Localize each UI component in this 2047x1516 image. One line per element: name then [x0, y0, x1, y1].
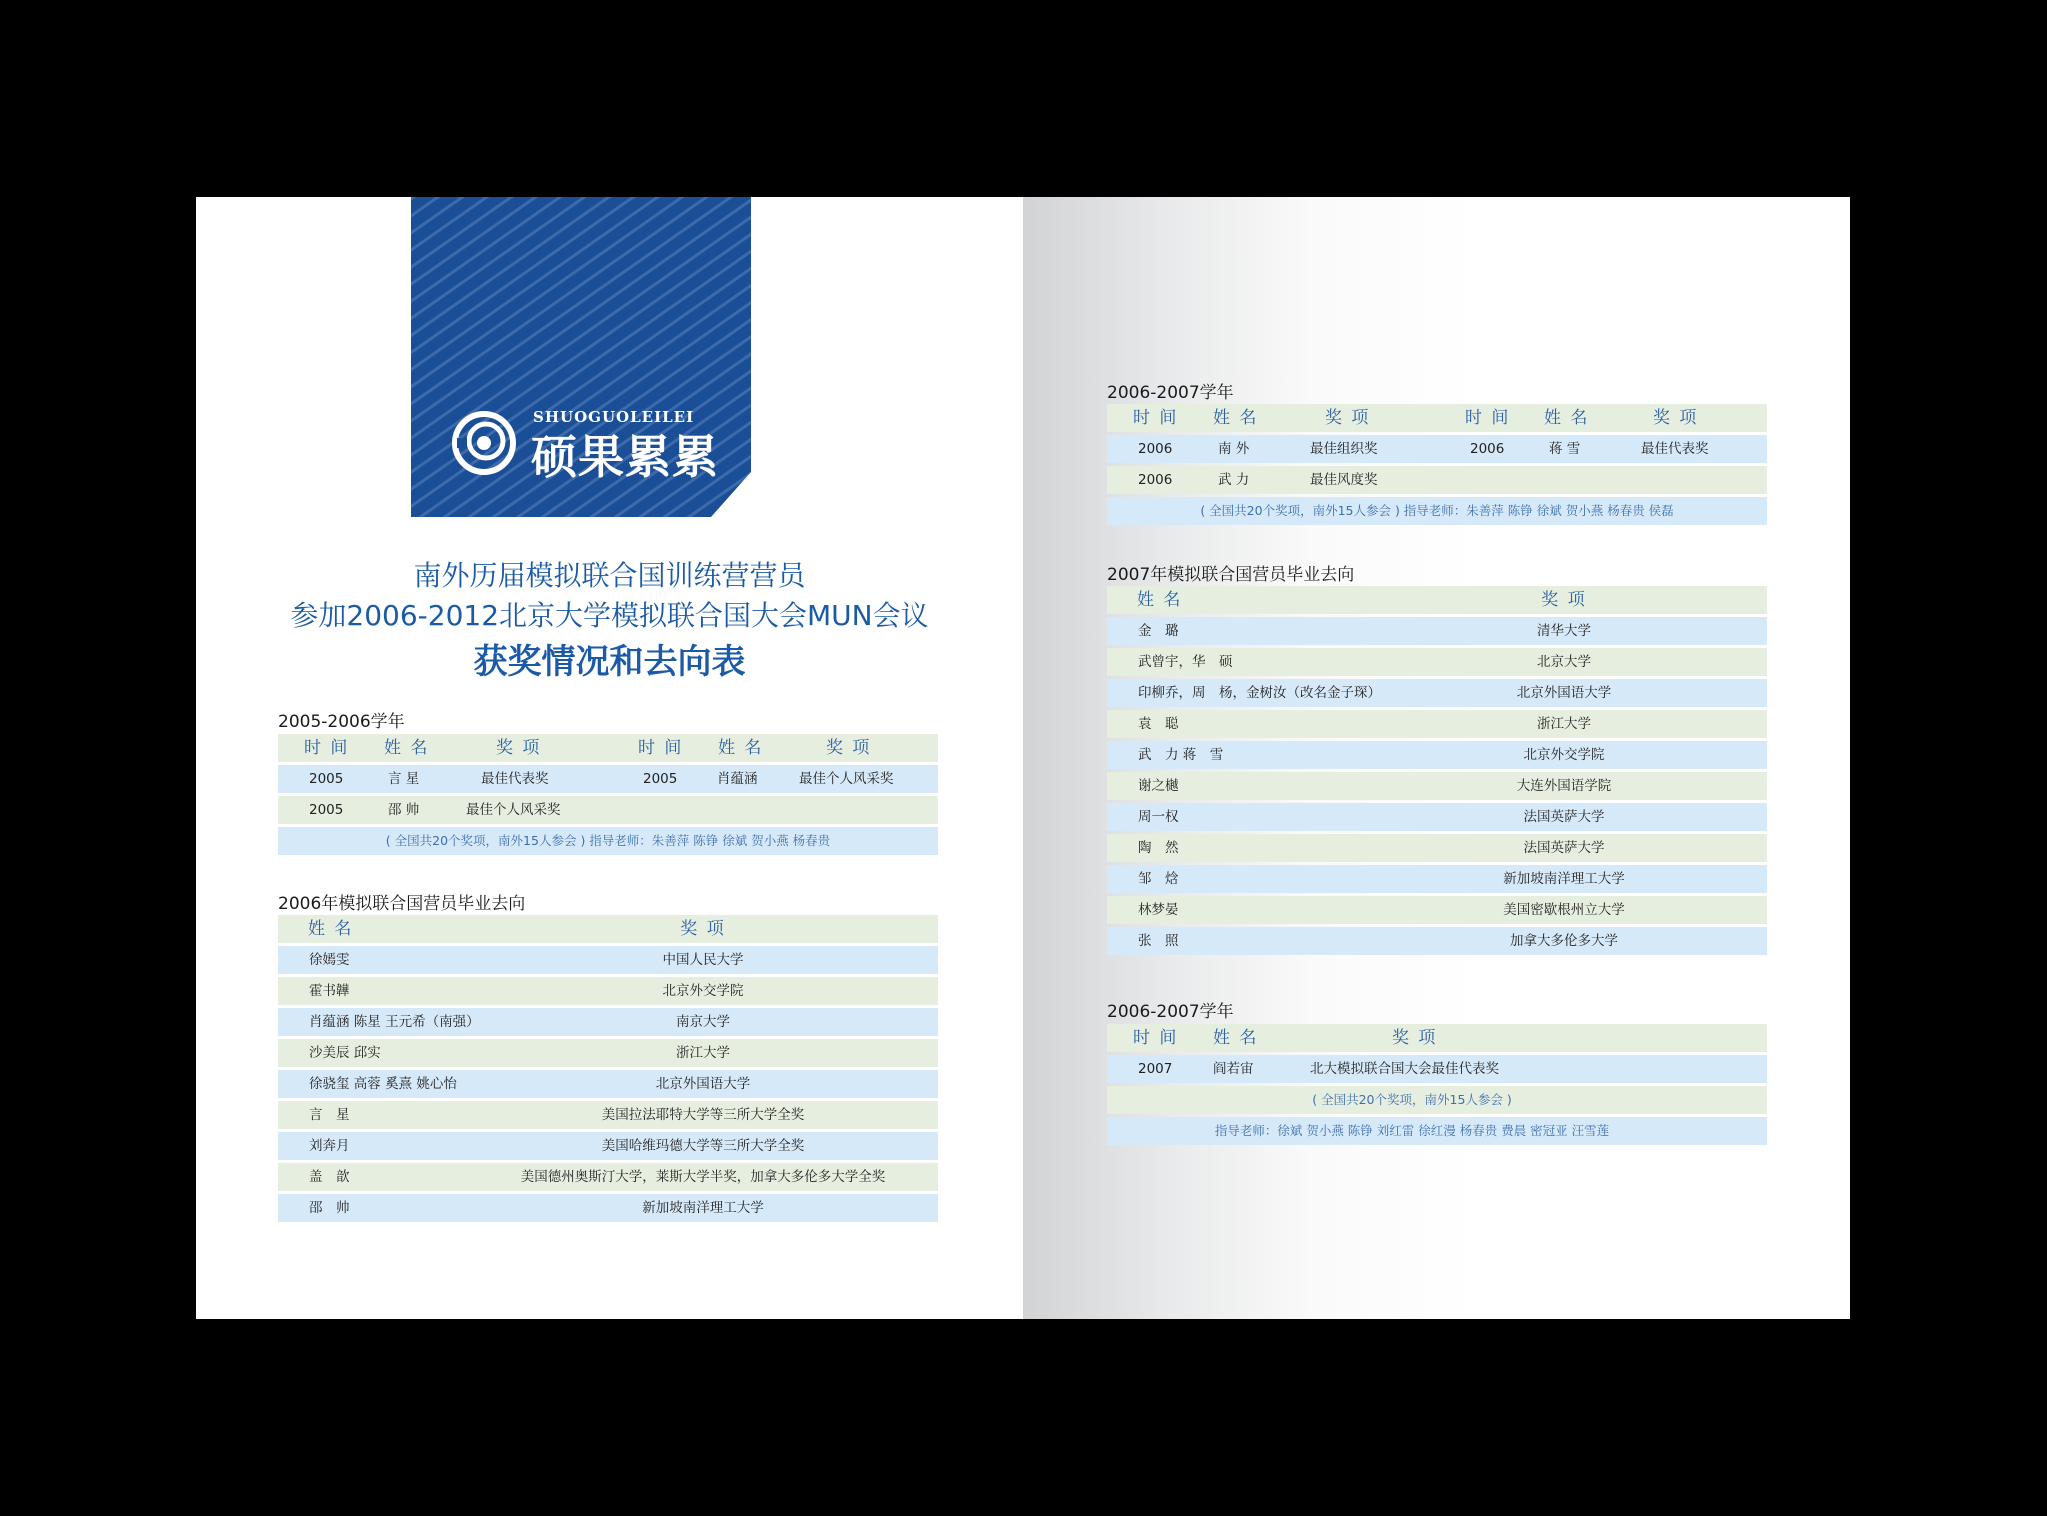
header-award: 奖 项 [1325, 408, 1371, 428]
cell-award: 最佳代表奖 [481, 771, 549, 787]
awards-table-2005 [278, 734, 938, 858]
section-title: 2005-2006学年 [278, 712, 405, 732]
cell-destination: 浙江大学 [676, 1045, 730, 1061]
cell-destination: 加拿大多伦多大学 [1510, 933, 1618, 949]
table-note [1107, 1086, 1767, 1114]
cell-name: 南 外 [1218, 441, 1250, 457]
cell-award: 最佳个人风采奖 [799, 771, 894, 787]
cell-destination: 新加坡南洋理工大学 [642, 1200, 764, 1216]
cell-destination: 大连外国语学院 [1516, 778, 1612, 794]
table-header [1107, 1024, 1767, 1052]
awards-table-2007 [1107, 1024, 1767, 1148]
header-award: 奖 项 [826, 738, 872, 758]
cell-name: 张 照 [1138, 933, 1179, 949]
logo-chinese-text: 硕果累累 [531, 430, 719, 484]
cell-name: 沙美辰 邱实 [309, 1045, 381, 1061]
cell-name: 金 璐 [1138, 623, 1179, 639]
cell-award: 最佳代表奖 [1641, 441, 1709, 457]
cell-name: 盖 歆 [309, 1169, 350, 1185]
cell-name: 肖蕴涵 [717, 771, 758, 787]
section-title: 2006年模拟联合国营员毕业去向 [278, 894, 526, 914]
cell-name: 袁 聪 [1138, 716, 1179, 732]
cell-destination: 南京大学 [676, 1014, 730, 1030]
cell-destination: 法国英萨大学 [1523, 840, 1605, 856]
awards-table-2006 [1107, 404, 1767, 528]
cell-destination: 北京外国语大学 [1516, 685, 1612, 701]
cell-time: 2005 [309, 802, 344, 818]
cell-name: 邹 焓 [1138, 871, 1179, 887]
header-award: 奖 项 [1653, 408, 1699, 428]
table-header [278, 734, 938, 762]
section-title: 2007年模拟联合国营员毕业去向 [1107, 565, 1355, 585]
note-text: ( 全国共20个奖项，南外15人参会 ) [1312, 1092, 1512, 1107]
cell-name: 陶 然 [1138, 840, 1179, 856]
logo-banner [411, 197, 751, 517]
cell-destination: 美国哈维玛德大学等三所大学全奖 [601, 1138, 805, 1154]
table-row [1107, 772, 1767, 800]
header-time: 时 间 [304, 738, 350, 758]
header-name: 姓 名 [718, 738, 764, 758]
header-name: 姓 名 [1544, 408, 1590, 428]
cell-name: 武 力 [1218, 472, 1250, 488]
cell-name: 武曾宇，华 硕 [1138, 654, 1233, 670]
cell-destination: 北京外交学院 [662, 983, 744, 999]
note-text: 指导老师：徐斌 贺小燕 陈铮 刘红雷 徐红漫 杨春贵 费晨 密冠亚 汪雪莲 [1214, 1123, 1610, 1138]
header-award: 奖 项 [1392, 1028, 1438, 1048]
cell-award: 北大模拟联合国大会最佳代表奖 [1310, 1061, 1499, 1077]
table-row [278, 1039, 938, 1067]
cell-name: 言 星 [388, 771, 420, 787]
header-award: 奖 项 [680, 919, 726, 939]
cell-name: 谢之樾 [1138, 778, 1179, 794]
cell-time: 2006 [1138, 441, 1173, 457]
cell-name: 徐嫣雯 [309, 952, 350, 968]
cell-name: 蒋 雪 [1549, 441, 1581, 457]
table-header [278, 915, 938, 943]
cell-destination: 新加坡南洋理工大学 [1503, 871, 1625, 887]
cell-name: 林梦晏 [1138, 902, 1179, 918]
table-row [1107, 617, 1767, 645]
page-title-line3: 获奖情况和去向表 [473, 642, 746, 682]
table-row [278, 1101, 938, 1129]
table-row [1107, 1055, 1767, 1083]
table-row [1107, 834, 1767, 862]
cell-destination: 浙江大学 [1537, 716, 1591, 732]
cell-destination: 北京外国语大学 [655, 1076, 751, 1092]
header-name: 姓 名 [384, 738, 430, 758]
table-header [1107, 404, 1767, 432]
header-name: 姓 名 [1213, 1028, 1259, 1048]
cell-destination: 清华大学 [1537, 623, 1591, 639]
cell-destination: 美国德州奥斯汀大学，莱斯大学半奖，加拿大多伦多大学全奖 [520, 1169, 886, 1185]
cell-name: 肖蕴涵 陈星 王元希（南强） [309, 1014, 480, 1030]
cell-time: 2006 [1470, 441, 1505, 457]
header-time: 时 间 [1133, 1028, 1179, 1048]
table-row [1107, 741, 1767, 769]
spiral-logo-icon [451, 410, 517, 476]
destination-table-2007 [1107, 586, 1767, 958]
cell-destination: 中国人民大学 [662, 952, 744, 968]
cell-name: 武 力 蒋 雪 [1138, 747, 1224, 763]
cell-award: 最佳组织奖 [1310, 441, 1378, 457]
note-text: ( 全国共20个奖项，南外15人参会 ) 指导老师：朱善萍 陈铮 徐斌 贺小燕 杨春贵 [385, 833, 831, 848]
table-note [1107, 1117, 1767, 1145]
cell-name: 霍书韡 [309, 983, 350, 999]
page-title-line1: 南外历届模拟联合国训练营营员 [413, 559, 806, 592]
left-page [196, 197, 1023, 1319]
cell-name: 邵 帅 [309, 1200, 350, 1216]
note-text: ( 全国共20个奖项，南外15人参会 ) 指导老师：朱善萍 陈铮 徐斌 贺小燕 杨春贵 侯磊 [1200, 503, 1674, 518]
header-name: 姓 名 [308, 919, 354, 939]
table-row [278, 1070, 938, 1098]
table-row [1107, 865, 1767, 893]
table-row [278, 765, 938, 793]
table-row [1107, 927, 1767, 955]
cell-destination: 美国密歇根州立大学 [1503, 902, 1625, 918]
table-row [278, 977, 938, 1005]
table-row [1107, 466, 1767, 494]
header-time: 时 间 [638, 738, 684, 758]
table-row [278, 946, 938, 974]
header-award: 奖 项 [1541, 590, 1587, 610]
cell-name: 周一权 [1138, 809, 1179, 825]
section-title: 2006-2007学年 [1107, 1002, 1234, 1022]
right-page [1023, 197, 1850, 1319]
cell-name: 印柳乔，周 杨，金树汝（改名金子琛） [1138, 685, 1381, 701]
header-name: 姓 名 [1213, 408, 1259, 428]
table-row [278, 796, 938, 824]
cell-destination: 北京大学 [1537, 654, 1591, 670]
cell-time: 2005 [309, 771, 344, 787]
logo-latin-text: SHUOGUOLEILEI [533, 408, 695, 426]
cell-time: 2007 [1138, 1061, 1173, 1077]
header-time: 时 间 [1133, 408, 1179, 428]
cell-award: 最佳风度奖 [1310, 472, 1378, 488]
table-note [1107, 497, 1767, 525]
cell-award: 最佳个人风采奖 [466, 802, 561, 818]
cell-destination: 美国拉法耶特大学等三所大学全奖 [601, 1107, 805, 1123]
section-title: 2006-2007学年 [1107, 383, 1234, 403]
cell-name: 邵 帅 [388, 802, 420, 818]
cell-time: 2006 [1138, 472, 1173, 488]
header-award: 奖 项 [496, 738, 542, 758]
table-row [1107, 648, 1767, 676]
cell-name: 阎若宙 [1213, 1061, 1254, 1077]
table-row [278, 1132, 938, 1160]
cell-destination: 法国英萨大学 [1523, 809, 1605, 825]
cell-name: 徐骁玺 高蓉 奚熹 姚心怡 [309, 1076, 457, 1092]
table-row [1107, 803, 1767, 831]
header-name: 姓 名 [1137, 590, 1183, 610]
table-row [1107, 710, 1767, 738]
table-header [1107, 586, 1767, 614]
cell-name: 刘奔月 [309, 1138, 350, 1154]
cell-destination: 北京外交学院 [1523, 747, 1605, 763]
table-row [278, 1008, 938, 1036]
table-row [1107, 435, 1767, 463]
table-note [278, 827, 938, 855]
page-title-line2: 参加2006-2012北京大学模拟联合国大会MUN会议 [290, 599, 929, 632]
destination-table-2006 [278, 915, 938, 1225]
table-row [1107, 896, 1767, 924]
table-row [278, 1163, 938, 1191]
cell-time: 2005 [643, 771, 678, 787]
table-row [278, 1194, 938, 1222]
header-time: 时 间 [1465, 408, 1511, 428]
table-row [1107, 679, 1767, 707]
cell-name: 言 星 [309, 1107, 350, 1123]
